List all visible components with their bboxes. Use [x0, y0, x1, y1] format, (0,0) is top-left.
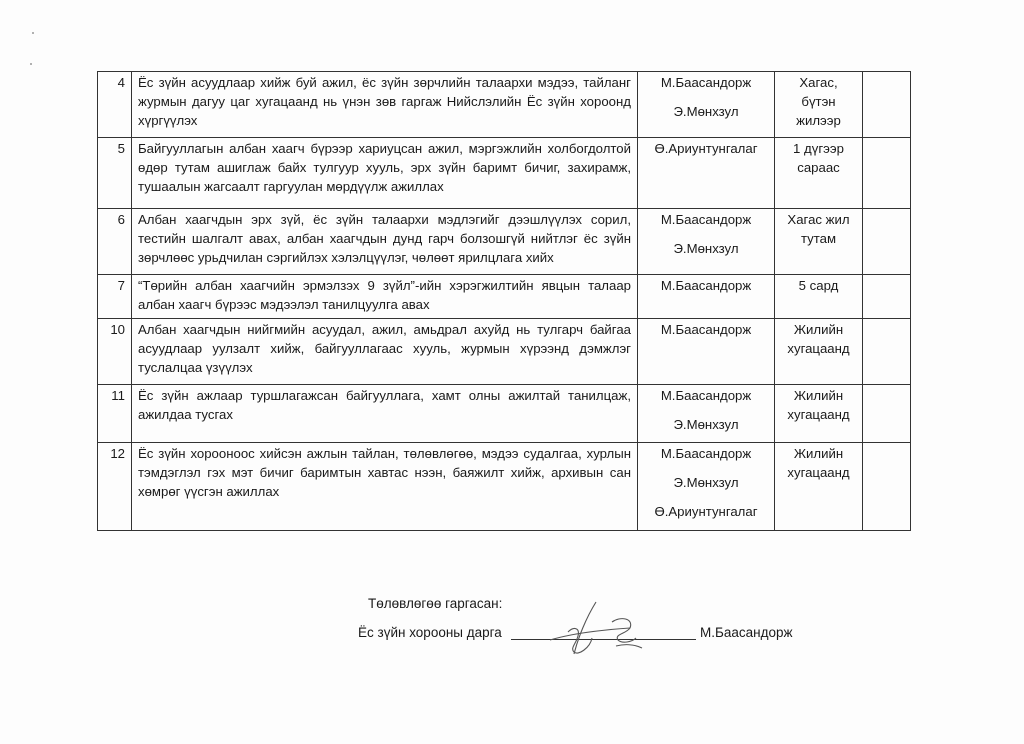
responsible-person: Э.Мөнхзул — [673, 417, 739, 432]
time-frame: 1 дүгээр сараас — [775, 138, 863, 209]
empty-cell — [863, 385, 911, 443]
task-description: Албан хаагчдын нийгмийн асуудал, ажил, амьдрал ахуйд нь тулгарч байгаа асуудлаар уулзалт хийж, байгууллагаас хууль, журмын хүрээнд дэмжлэг туслалцаа үзүүлэх — [132, 319, 638, 385]
responsible-person: М.Баасандорж — [660, 212, 752, 227]
table-row — [98, 209, 911, 275]
table-row — [98, 443, 911, 531]
responsible-persons — [638, 72, 775, 138]
time-frame: Жилийн хугацаанд — [775, 443, 863, 531]
plan-table-body — [98, 72, 911, 531]
scan-speck — [30, 63, 32, 65]
responsible-person: М.Баасандорж — [660, 278, 752, 293]
scan-speck — [32, 32, 34, 34]
plan-table — [97, 71, 911, 531]
row-number: 5 — [98, 138, 132, 209]
responsible-persons — [638, 138, 775, 209]
responsible-person: М.Баасандорж — [660, 322, 752, 337]
table-row — [98, 72, 911, 138]
responsible-persons — [638, 275, 775, 319]
table-row — [98, 385, 911, 443]
row-number: 4 — [98, 72, 132, 138]
signer-role: Ёс зүйн хорооны дарга — [358, 625, 502, 640]
responsible-persons — [638, 443, 775, 531]
responsible-person: М.Баасандорж — [660, 446, 752, 461]
prepared-by-label: Төлөвлөгөө гаргасан: — [368, 596, 503, 611]
empty-cell — [863, 443, 911, 531]
table-row — [98, 275, 911, 319]
task-description: “Төрийн албан хаагчийн эрмэлзэх 9 зүйл”-ийн хэрэгжилтийн явцын талаар албан хаагч бүрээс мэдээлэл танилцуулга авах — [132, 275, 638, 319]
signer-name: М.Баасандорж — [700, 625, 793, 640]
task-description: Албан хаагчдын эрх зүй, ёс зүйн талаархи мэдлэгийг дээшлүүлэх сорил, тестийн шалгалт авах, албан хаагчдын дунд гарч болзошгүй нийтлэг ёс зүйн зөрчлөөс урьдчилан сэргийлэх хэлэлцүүлэг, чөлөөт ярилцлага хийх — [132, 209, 638, 275]
responsible-person: М.Баасандорж — [660, 388, 752, 403]
time-frame: Хагас жил тутам — [775, 209, 863, 275]
table-row — [98, 319, 911, 385]
row-number: 12 — [98, 443, 132, 531]
empty-cell — [863, 138, 911, 209]
responsible-persons — [638, 385, 775, 443]
task-description: Ёс зүйн ажлаар туршлагажсан байгууллага, хамт олны ажилтай танилцаж, ажилдаа тусгах — [132, 385, 638, 443]
empty-cell — [863, 209, 911, 275]
task-description: Байгууллагын албан хаагч бүрээр хариуцсан ажил, мэргэжлийн холбогдолтой өдөр тутам ашиглаж байх тулгуур хууль, эрх зүйн баримт бичиг, захирамж, тушаалын жагсаалт гаргуулан мөрдүүлж ажиллах — [132, 138, 638, 209]
empty-cell — [863, 319, 911, 385]
time-frame: 5 сард — [775, 275, 863, 319]
responsible-person: Э.Мөнхзул — [673, 241, 739, 256]
row-number: 10 — [98, 319, 132, 385]
responsible-person: Ө.Ариунтунгалаг — [654, 141, 758, 156]
task-description: Ёс зүйн хорооноос хийсэн ажлын тайлан, төлөвлөгөө, мэдээ судалгаа, хурлын тэмдэглэл гэх мэт бичиг баримтын хавтас нээн, баяжилт хийж, архивын сан хөмрөг үүсгэн ажиллах — [132, 443, 638, 531]
row-number: 11 — [98, 385, 132, 443]
time-frame: Жилийн хугацаанд — [775, 319, 863, 385]
signature-icon — [530, 598, 660, 658]
time-frame: Хагас, бүтэн жилээр — [775, 72, 863, 138]
empty-cell — [863, 72, 911, 138]
responsible-persons — [638, 209, 775, 275]
responsible-person: Э.Мөнхзул — [673, 104, 739, 119]
task-description: Ёс зүйн асуудлаар хийж буй ажил, ёс зүйн зөрчлийн талаархи мэдээ, тайланг журмын дагуу цаг хугацаанд нь үнэн зөв гаргаж Нийслэлийн Ёс зүйн хороонд хүргүүлэх — [132, 72, 638, 138]
responsible-person: Э.Мөнхзул — [673, 475, 739, 490]
table-row — [98, 138, 911, 209]
responsible-person: Ө.Ариунтунгалаг — [654, 504, 758, 519]
row-number: 7 — [98, 275, 132, 319]
empty-cell — [863, 275, 911, 319]
row-number: 6 — [98, 209, 132, 275]
time-frame: Жилийн хугацаанд — [775, 385, 863, 443]
responsible-persons — [638, 319, 775, 385]
responsible-person: М.Баасандорж — [660, 75, 752, 90]
